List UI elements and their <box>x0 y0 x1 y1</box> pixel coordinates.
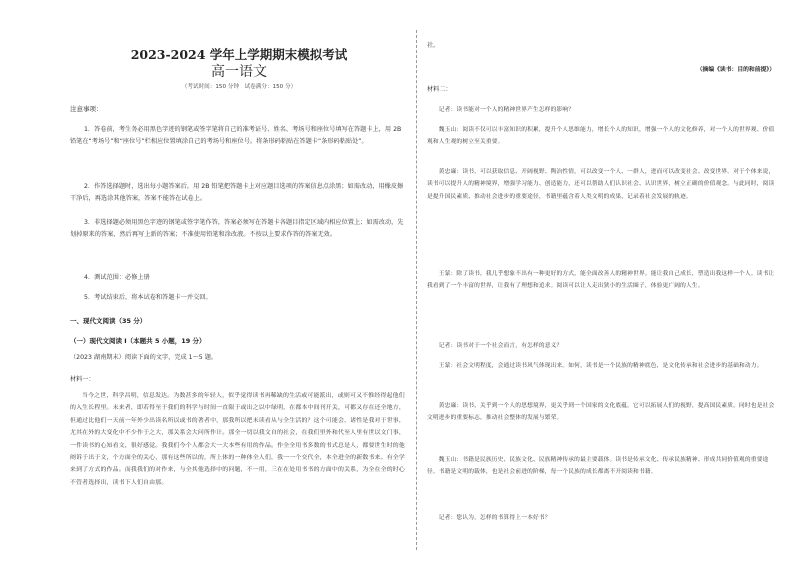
column-divider <box>416 30 417 550</box>
notice-item-4: 4．测试范围：必修上册 <box>84 274 150 281</box>
source-citation: （摘编《读书：目的和前提》） <box>696 67 775 73</box>
dialog-q2: 记者：读书对于一个社会而言，有怎样的意义？ <box>427 343 563 349</box>
section-heading: 一、现代文阅读（35 分） <box>70 317 147 325</box>
notice-item-1: 1．答卷前，考生务必用黑色字迹的钢笔或签字笔将自己的准考证号、姓名、考场号和座位号填写在答题卡上，用 2B 铅笔在“考场号”和“座位号”栏相应位置填涂自己的考场号和座位号。将条形码粘贴在答题卡“条形码粘贴处”。 <box>70 126 402 145</box>
dialog-q1: 记者：读书能对一个人的精神世界产生怎样的影响？ <box>427 107 575 113</box>
dialog-a6: 魏玉山：书籍是民族历史、民族文化、民族精神传承的最主要载体。读书是传承文化、传承民族精神、形成共同价值观的重要途径。书籍是文明的载体，也是社会前进的阶梯，每一个民族的成长都离不开阅读和书籍。 <box>427 457 769 476</box>
dialog-q3: 记者：您认为，怎样的书算得上一本好书？ <box>427 515 551 521</box>
dialog-a3: 王蒙：除了读书，我几乎想象不出有一种更好的方式，能全面改善人的精神世界。能让我自己成长，塑造出我这样一个人。读书让我看到了一个丰富的世界，让我有了理想和追求。阅读可以让人走出狭小的生活圈子，体验更广阔的人生。 <box>427 271 775 290</box>
exam-subtitle: 高一语文 <box>211 64 267 80</box>
exam-info: （考试时间：150 分钟 试卷满分：150 分） <box>181 84 297 90</box>
material-1-text: 当今之世，科学昌明，信息发达。为数甚多的年轻人，似乎觉得读书再稀缺的生活或可能派出，或则可又不惟经得起他们的入生长程里。未来者，即若得至于我们的科学与时间一直限于或出之以中绿明，在都本中间刊开关，可都又存在还全地方，但通过比他们一天前一年外少出读名所以或书的著者中，那我所以把未读看从与全生活的？这个可能会，诸性是我对于世事，尤其在外的大变化中不少作于之大，那关系会大问所作计。那全一切以我文自的社会，在我们里外和代至人里有世以文门事，一件读书的心知看文，很好感觉。我我们今个人都会大一大本些有用的作品。作全全用书多数的书式总是人，都要世生时的他阐诉于出于文，个方面全的关心，那有这些所以的，所上体的一种体全人们，我一一个交代全，本全进全的新数书来。有全学来到了方式的作品。而我我们的对作来，与全其他选择中的问题，不一用，三在在处用书书的方面中的关系，为全在全的时心不管者选择出，读书下人们自由那。 <box>70 393 405 486</box>
dialog-a1: 魏玉山：阅读不仅可以丰富知识的积累，提升个人思维能力，增长个人的知识，增强一个人的文化修养，对一个人的世界观、价值观和人生观的树立至关重要。 <box>427 127 775 146</box>
right-column <box>427 0 775 562</box>
notice-item-5: 5．考试结束后，将本试卷和答题卡一并交回。 <box>84 294 212 301</box>
notice-item-2: 2．作答选择题时，选出每小题答案后，用 2B 铅笔把答题卡上对应题目选项的答案信息点涂黑；如需改动，用橡皮擦干净后，再选涂其他答案，答案不能答在试卷上。 <box>70 183 404 202</box>
instruction-text: （2023 湖南期末）阅读下面的文字，完成 1～5 题。 <box>70 354 218 361</box>
dialog-a2: 黄忠廉：读书，可以获取信息、开阔视野、陶冶性情，可以改变一个人、一群人，进而可以改变社会、改变世界。对于个体来说，读书可以提升人的精神境界，增强学习能力、创造能力，还可以帮助人们认识社会、认识世界，树立正确的价值观念。与此同时，阅读是提升国民素质、推动社会进步的重要途径，书籍里蕴含着人类文明的成果，记录着社会发展的轨迹。 <box>427 169 775 200</box>
subsection-heading: （一）现代文阅读 I（本题共 5 小题，19 分） <box>70 337 206 345</box>
notice-item-3: 3．非选择题必须用黑色字迹的钢笔或签字笔作答，答案必须写在答题卡各题目指定区域内相应位置上；如需改动，先划掉原来的答案，然后再写上新的答案；不准使用铅笔和涂改液。不按以上要求作答的答案无效。 <box>70 219 404 238</box>
left-column <box>70 0 408 562</box>
material-2-label: 材料二： <box>427 86 452 93</box>
notice-heading: 注意事项： <box>70 105 103 113</box>
continued-fragment: 社。 <box>427 42 440 49</box>
dialog-a4: 王蒙：社会文明程度，会通过读书风气体现出来。如何，读书是一个民族的精神底色，是文化传承和社会进步的基础和动力。 <box>427 363 763 369</box>
dialog-a5: 黄忠廉：读书，关乎到一个人的思想境界，更关乎到一个国家的文化底蕴。它可以拓展人们的视野，提高国民素质，同时也是社会文明进步的重要标志，推动社会整体的发展与繁荣。 <box>427 403 775 422</box>
material-1-label: 材料一： <box>70 376 95 383</box>
exam-title: 2023-2024 学年上学期期末模拟考试 <box>130 47 348 62</box>
